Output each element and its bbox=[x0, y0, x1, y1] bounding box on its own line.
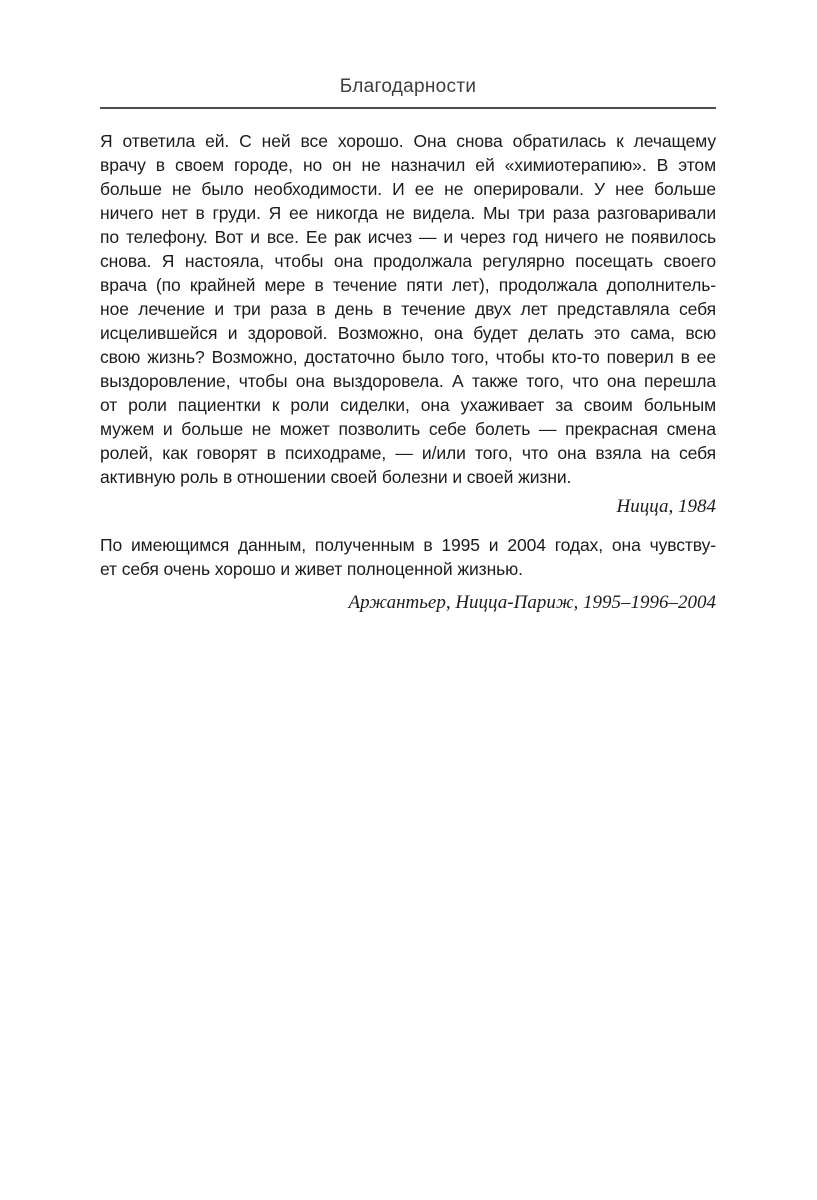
text-line: от роли пациентки к роли сиделки, она ухаживает за своим больным bbox=[100, 395, 716, 415]
text-line: снова. Я настояла, чтобы она продолжала регулярно посещать своего bbox=[100, 251, 716, 271]
text-line: ное лечение и три раза в день в течение двух лет представляла себя bbox=[100, 299, 716, 319]
paragraph-followup bbox=[100, 533, 716, 581]
running-header: Благодарности bbox=[339, 76, 477, 97]
text-line: свою жизнь? Возможно, достаточно было того, чтобы кто-то поверил в ее bbox=[100, 347, 716, 367]
text-line: врача (по крайней мере в течение пяти лет), продолжала дополнитель- bbox=[100, 275, 716, 295]
text-line: по телефону. Вот и все. Ее рак исчез — и через год ничего не появилось bbox=[100, 227, 716, 247]
text-line: активную роль в отношении своей болезни и своей жизни. bbox=[100, 467, 572, 487]
text-line: ничего нет в груди. Я ее никогда не видела. Мы три раза разговаривали bbox=[100, 203, 716, 223]
text-line: выздоровление, чтобы она выздоровела. А также того, что она перешла bbox=[100, 371, 716, 391]
text-line: По имеющимся данным, полученным в 1995 и 2004 годах, она чувству- bbox=[100, 535, 716, 555]
text-column bbox=[100, 0, 716, 615]
text-line: больше не было необходимости. И ее не оперировали. У нее больше bbox=[100, 179, 716, 199]
text-line: мужем и больше не может позволить себе болеть — прекрасная смена bbox=[100, 419, 716, 439]
text-line: ет себя очень хорошо и живет полноценной жизнью. bbox=[100, 559, 523, 579]
text-line: Я ответила ей. С ней все хорошо. Она снова обратилась к лечащему bbox=[100, 131, 716, 151]
paragraph-main bbox=[100, 129, 716, 489]
attribution-argentiere-nice-paris: Аржантьер, Ницца-Париж, 1995–1996–2004 bbox=[348, 592, 716, 613]
header-rule-divider bbox=[100, 107, 716, 109]
text-line: исцелившейся и здоровой. Возможно, она будет делать это сама, всю bbox=[100, 323, 716, 343]
text-line: врачу в своем городе, но он не назначил ей «химиотерапию». В этом bbox=[100, 155, 716, 175]
attribution-nice-1984: Ницца, 1984 bbox=[616, 496, 716, 517]
text-line: ролей, как говорят в психодраме, — и/или того, что она взяла на себя bbox=[100, 443, 716, 463]
